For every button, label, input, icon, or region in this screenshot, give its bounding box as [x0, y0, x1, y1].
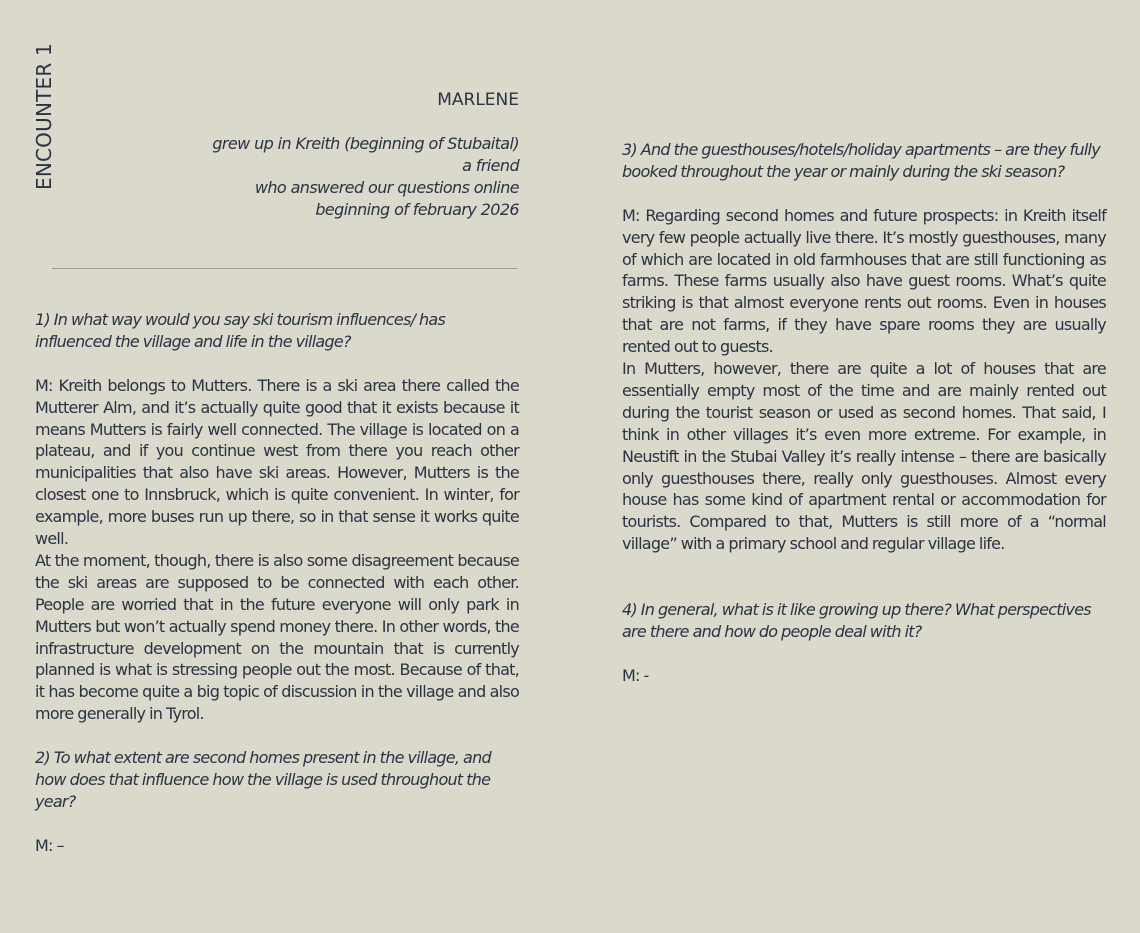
answer-3-paragraph-2: In Mutters, however, there are quite a lot of houses that are essentially empty most of the time and are mainly rented out during the tourist season or used as second homes. That said, I think in other villages it’s even more extreme. For example, in Neustift in the Stubai Valley it’s really intense – there are basically only guesthouses there, really only guesthouses. Almost every house has some kind of apartment rental or accommodation for tourists. Compared to that, Mutters is still more of a “normal village” with a primary school and regular village life.: [622, 359, 1106, 554]
left-column: [35, 309, 519, 857]
question-1: 1) In what way would you say ski tourism influences/ has influenced the village and life in the village?: [35, 310, 446, 351]
answer-1-paragraph-1: M: Kreith belongs to Mutters. There is a ski area there called the Mutterer Alm, and it’s actually quite good that it exists because it means Mutters is fairly well connected. The village is located on a plateau, and if you continue west from there you reach other municipalities that also have ski areas. However, Mutters is the closest one to Innsbruck, which is quite convenient. In winter, for example, more buses run up there, so in that sense it works quite well.: [35, 375, 519, 549]
question-4: 4) In general, what is it like growing up there? What perspectives are there and how do people deal with it?: [622, 600, 1091, 641]
answer-4: M: -: [622, 665, 649, 685]
interviewee-name: MARLENE: [437, 90, 519, 110]
question-3: 3) And the guesthouses/hotels/holiday apartments – are they fully booked throughout the year or mainly during the ski season?: [622, 140, 1100, 181]
question-2: 2) To what extent are second homes present in the village, and how does that influence how the village is used throughout the year?: [35, 748, 491, 811]
info-line-date: beginning of february 2026: [315, 200, 519, 219]
info-line-relation: a friend: [462, 156, 519, 175]
right-column: [622, 139, 1106, 687]
info-line-origin: grew up in Kreith (beginning of Stubaital): [212, 134, 519, 153]
answer-3-paragraph-1: M: Regarding second homes and future prospects: in Kreith itself very few people actually live there. It’s mostly guesthouses, many of which are located in old farmhouses that are still functioning as farms. These farms usually also have guest rooms. What’s quite striking is that almost everyone rents out rooms. Even in houses that are not farms, if they have spare rooms they are usually rented out to guests.: [622, 205, 1106, 357]
answer-1-paragraph-2: At the moment, though, there is also some disagreement because the ski areas are supposed to be connected with each other. People are worried that in the future everyone will only park in Mutters but won’t actually spend money there. In other words, the infrastructure development on the mountain that is currently planned is what is stressing people out the most. Because of that, it has become quite a big topic of discussion in the village and also more generally in Tyrol.: [35, 550, 519, 724]
encounter-label: ENCOUNTER 1: [32, 43, 56, 190]
header-divider: [52, 268, 518, 269]
interviewee-info: [150, 133, 519, 221]
info-line-method: who answered our questions online: [254, 178, 519, 197]
answer-2: M: –: [35, 835, 64, 855]
